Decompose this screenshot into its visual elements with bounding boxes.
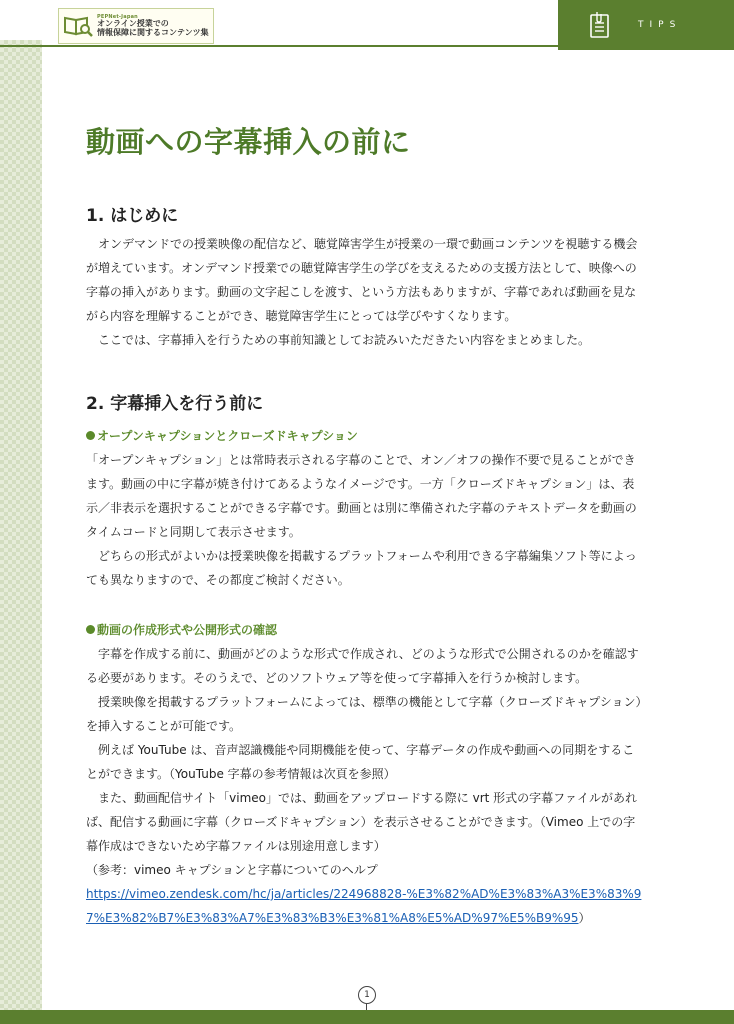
publisher-logo [58,8,214,44]
captions-choice-text: どちらの形式がよいかは授業映像を掲載するプラットフォームや利用できる字幕編集ソフト等によっても異なりますので、その都度ご検討ください。 [86,549,637,587]
page-number: 1 [358,986,376,1004]
subheading-open-closed-captions [86,424,646,448]
subheading-video-format-check [86,618,646,642]
captions-definition-text: 「オープンキャプション」とは常時表示される字幕のことで、オン／オフの操作不要で見ることができます。動画の中に字幕が焼き付けてあるようなイメージです。一方「クローズドキャプション」は、表示／非表示を選択することができる字幕です。動画とは別に準備された字幕のテキストデータを動画のタイムコードと同期して表示させます。 [86,453,637,539]
format-check-paragraph [86,642,646,690]
captions-choice-paragraph [86,544,646,592]
logo-title-line2: 情報保障に関するコンテンツ集 [97,27,209,37]
youtube-text: 例えば YouTube は、音声認識機能や同期機能を使って、字幕データの作成や動画への同期をすることができます。（YouTube 字幕の参考情報は次頁を参照） [86,743,635,781]
reference-suffix: ） [578,911,591,925]
main-content [86,122,646,930]
page-title: 動画への字幕挿入の前に [86,125,411,159]
tips-label: TIPS [638,20,682,30]
subheading-text: 動画の作成形式や公開形式の確認 [97,623,278,637]
intro-summary-paragraph [86,328,646,352]
book-magnifier-icon [63,14,93,38]
clipboard-icon [588,10,612,40]
vimeo-paragraph [86,786,646,858]
section-heading-intro: 1. はじめに [86,206,179,226]
bullet-dot-icon [86,431,95,440]
page-header [0,0,734,50]
platform-text: 授業映像を掲載するプラットフォームによっては、標準の機能として字幕（クローズドキャプション）を挿入することが可能です。 [86,695,642,733]
bullet-dot-icon [86,625,95,634]
logo-org-name: PEPNet-Japan [97,13,138,20]
vimeo-help-link[interactable]: https://vimeo.zendesk.com/hc/ja/articles/224968828-%E3%82%AD%E3%83%A3%E3%83%97%E3%82%B7%E3%83%A7%E3%83%B3%E3%81%A8%E5%AD%97%E5%B9%95 [86,887,642,925]
youtube-paragraph [86,738,646,786]
intro-summary-text: ここでは、字幕挿入を行うための事前知識としてお読みいただきたい内容をまとめました。 [98,333,591,347]
header-rule [0,45,560,47]
section-heading-before-captioning: 2. 字幕挿入を行う前に [86,394,264,414]
platform-paragraph [86,690,646,738]
reference-prefix: （参考：vimeo キャプションと字幕についてのヘルプ [86,863,378,877]
footer-bar [0,1010,734,1024]
format-check-text: 字幕を作成する前に、動画がどのような形式で作成され、どのような形式で公開されるのかを確認する必要があります。そのうえで、どのソフトウェア等を使って字幕挿入を行うか検討します。 [86,647,639,685]
vimeo-text: また、動画配信サイト「vimeo」では、動画をアップロードする際に vrt 形式の字幕ファイルがあれば、配信する動画に字幕（クローズドキャプション）を表示させることができます。（Vimeo 上での字幕作成はできないため字幕ファイルは別途用意します） [86,791,637,853]
decorative-side-strip [0,40,42,1010]
intro-paragraph-text: オンデマンドでの授業映像の配信など、聴覚障害学生が授業の一環で動画コンテンツを視聴する機会が増えています。オンデマンド授業での聴覚障害学生の学びを支えるための支援方法として、映像への字幕の挿入があります。動画の文字起こしを渡す、という方法もありますが、字幕であれば動画を見ながら内容を理解することができ、聴覚障害学生にとっては学びやすくなります。 [86,237,638,323]
reference-paragraph [86,858,646,930]
logo-text [97,15,209,37]
intro-paragraph [86,232,646,328]
tips-tab [558,0,734,50]
captions-definition-paragraph [86,448,646,544]
logo-title-line1: オンライン授業での [97,19,169,29]
subheading-text: オープンキャプションとクローズドキャプション [97,429,358,443]
